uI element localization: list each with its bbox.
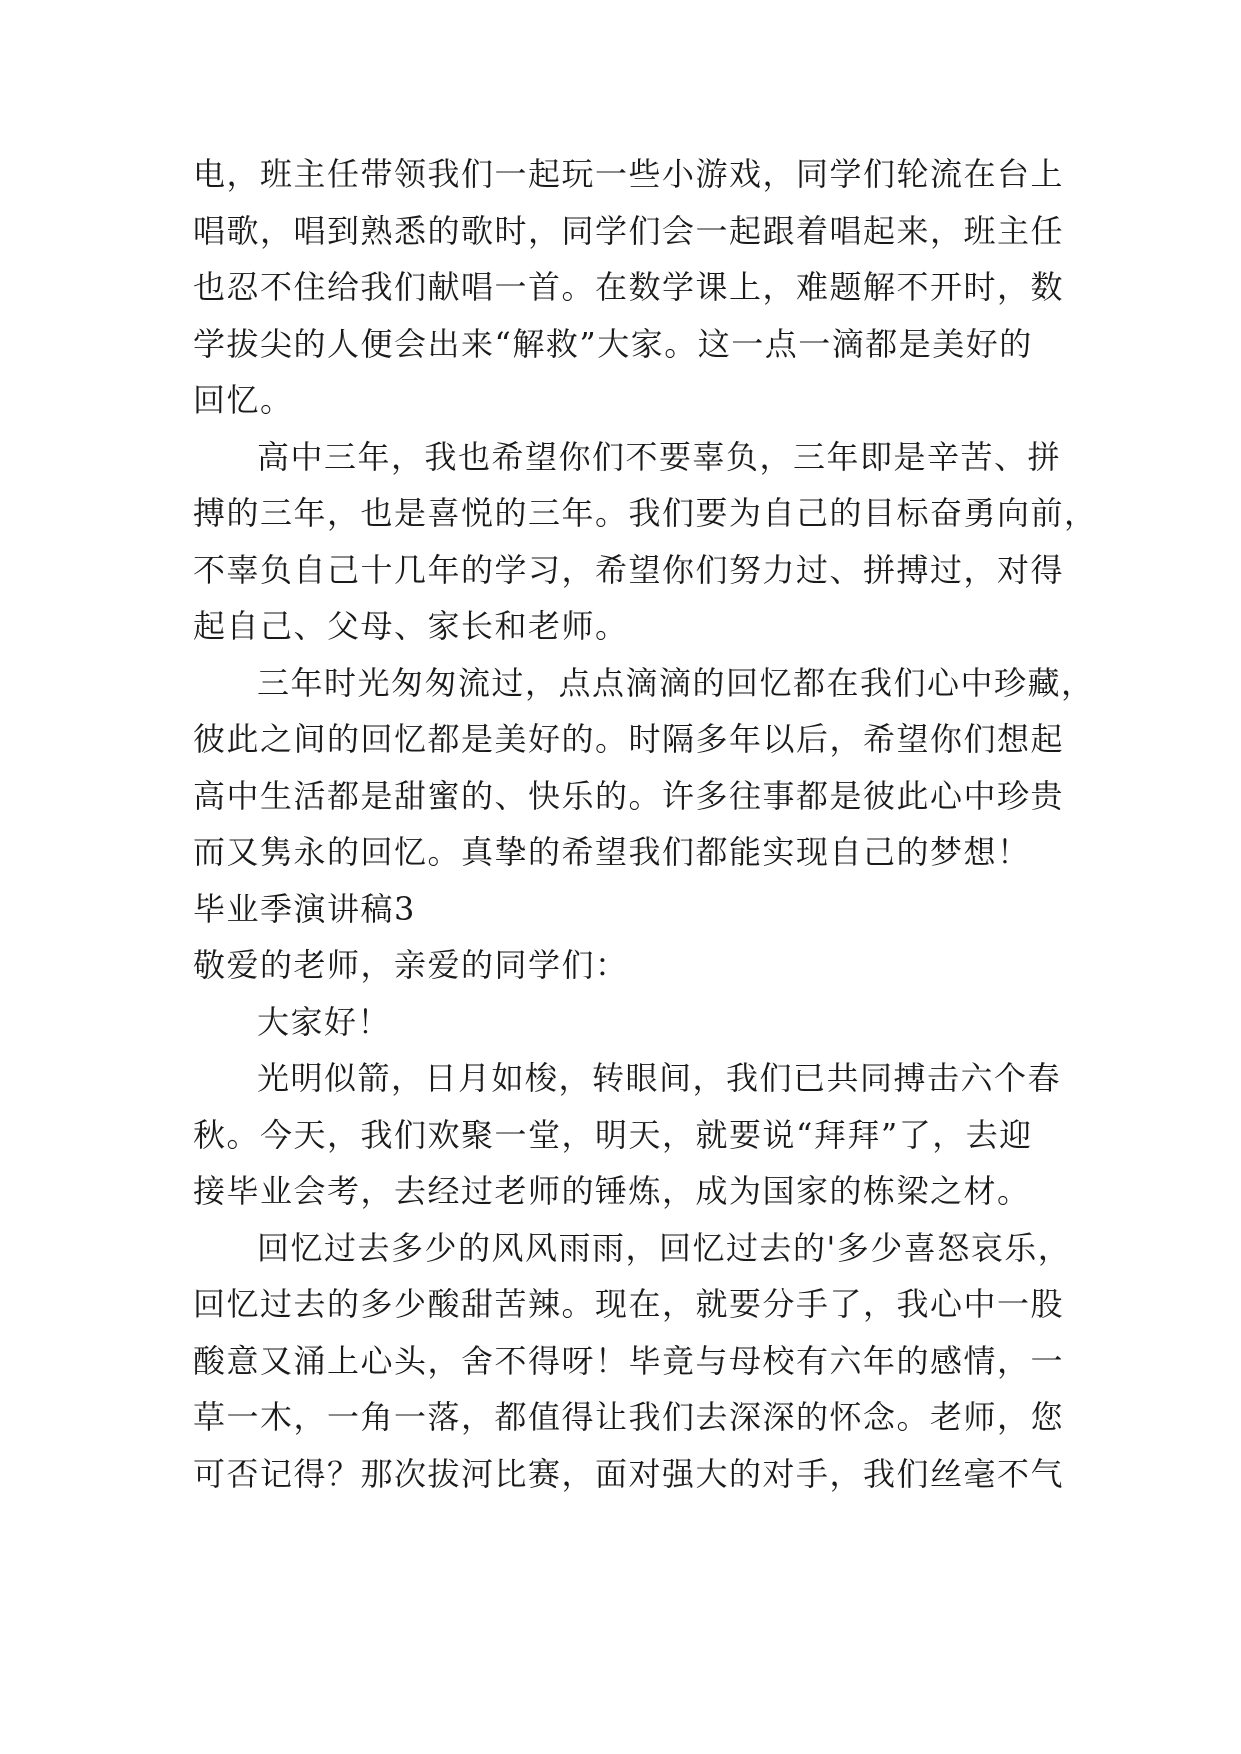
text-line: 不辜负自己十几年的学习，希望你们努力过、拼搏过，对得	[193, 550, 1065, 589]
salutation: 敬爱的老师，亲爱的同学们：	[193, 946, 629, 984]
text-line: 彼此之间的回忆都是美好的。时隔多年以后，希望你们想起	[193, 720, 1065, 758]
text-line: 唱歌，唱到熟悉的歌时，同学们会一起跟着唱起来，班主任	[193, 211, 1065, 250]
text-line: 电，班主任带领我们一起玩一些小游戏，同学们轮流在台上	[193, 155, 1065, 193]
text-line: 回忆过去的多少酸甜苦辣。现在，就要分手了，我心中一股	[193, 1285, 1065, 1323]
paragraph-first-line: 三年时光匆匆流过，点点滴滴的回忆都在我们心中珍藏，	[257, 663, 1095, 702]
paragraph-first-line: 回忆过去多少的风风雨雨，回忆过去的'多少喜怒哀乐，	[257, 1228, 1072, 1267]
text-line: 酸意又涌上心头，舍不得呀！毕竟与母校有六年的感情，一	[193, 1341, 1065, 1380]
text-line: 学拔尖的人便会出来“解救”大家。这一点一滴都是美好的	[193, 324, 1033, 363]
text-line: 高中生活都是甜蜜的、快乐的。许多往事都是彼此心中珍贵	[193, 776, 1065, 815]
text-line: 回忆。	[193, 381, 294, 419]
text-line: 接毕业会考，去经过老师的锤炼，成为国家的栋梁之材。	[193, 1172, 1031, 1210]
text-line: 搏的三年，也是喜悦的三年。我们要为自己的目标奋勇向前，	[193, 494, 1098, 532]
text-line: 草一木，一角一落，都值得让我们去深深的怀念。老师，您	[193, 1398, 1065, 1436]
section-heading: 毕业季演讲稿3	[193, 889, 416, 928]
text-line: 也忍不住给我们献唱一首。在数学课上，难题解不开时，数	[193, 268, 1065, 306]
paragraph-first-line: 高中三年，我也希望你们不要辜负，三年即是辛苦、拼	[257, 437, 1062, 476]
text-line: 起自己、父母、家长和老师。	[193, 607, 629, 645]
text-line: 而又隽永的回忆。真挚的希望我们都能实现自己的梦想！	[193, 833, 1031, 871]
greeting: 大家好！	[257, 1002, 392, 1041]
document-body	[193, 146, 1098, 1502]
text-line: 可否记得？那次拔河比赛，面对强大的对手，我们丝毫不气	[193, 1454, 1065, 1493]
text-line: 秋。今天，我们欢聚一堂，明天，就要说“拜拜”了，去迎	[193, 1115, 1033, 1154]
paragraph-first-line: 光明似箭，日月如梭，转眼间，我们已共同搏击六个春	[257, 1059, 1062, 1097]
